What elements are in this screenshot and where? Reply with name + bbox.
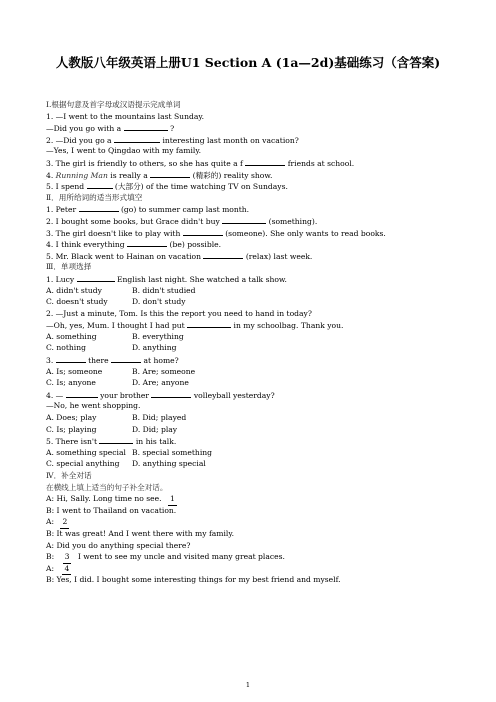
s1-q1: 1. —I went to the mountains last Sunday. (46, 111, 205, 121)
s1-q3: 3. The girl is friendly to others, so she has quite a f friends at school. (46, 158, 355, 168)
blank (87, 180, 113, 189)
s3-q5-options-ab: A. something special B. special something (46, 447, 212, 457)
section4-heading: Ⅳ．补全对话 (46, 471, 92, 480)
s2-q5: 5. Mr. Black went to Hainan on vacation (relax) last week. (46, 251, 313, 261)
blank (124, 122, 168, 131)
section3-heading: Ⅲ．单项选择 (46, 262, 92, 272)
s1-q4: 4. Running Man is really a (精彩的) reality show. (46, 170, 273, 180)
dialog-line-1: A: Hi, Sally. Long time no see. 1 (46, 493, 476, 505)
s2-q4: 4. I think everything (be) possible. (46, 240, 222, 250)
blank-number: 3 (63, 551, 72, 564)
page-number: 1 (245, 681, 251, 689)
blank (222, 215, 266, 224)
s3-q1-options-cd: C. doesn't study D. don't study (46, 297, 186, 307)
blank (150, 169, 190, 178)
s3-q4-reply: —No, he went shopping. (46, 401, 141, 411)
s3-q4-options-cd: C. Is; playing D. Did; play (46, 424, 178, 434)
s2-q1: 1. Peter (go) to summer camp last month. (46, 205, 250, 215)
dialog-line-3: A: 2 (46, 516, 476, 528)
s3-q3-options-cd: C. Is; anyone D. Are; anyone (46, 378, 189, 388)
blank (79, 203, 119, 212)
dialog-line-8: B: Yes, I did. I bought some interesting things for my best friend and myself. (46, 575, 341, 585)
s2-q2: 2. I bought some books, but Grace didn't buy (something). (46, 216, 318, 226)
s3-q2-reply: —Oh, yes, Mum. I thought I had put in my schoolbag. Thank you. (46, 321, 344, 331)
section4-instruction: 在横线上填上适当的句子补全对话。 (46, 482, 168, 492)
blank (183, 227, 223, 236)
s3-q4-options-ab: A. Does; play B. Did; played (46, 413, 187, 423)
s1-q1-answer: —Did you go with a ? (46, 124, 175, 134)
s3-q1-options-ab: A. didn't study B. didn't studied (46, 285, 196, 295)
blank (66, 389, 98, 398)
document-title: 人教版八年级英语上册U1 Section A (1a—2d)基础练习（含答案) (55, 55, 441, 70)
dialog-line-2: B: I went to Thailand on vacation. (46, 505, 177, 515)
blank (245, 157, 285, 166)
s3-q5-options-cd: C. special anything D. anything special (46, 459, 206, 469)
dialog-line-5: A: Did you do anything special there? (46, 540, 191, 550)
blank (99, 435, 133, 444)
s1-q2-answer: —Yes, I went to Qingdao with my family. (46, 146, 202, 156)
s3-q3-options-ab: A. Is; someone B. Are; someone (46, 366, 196, 376)
blank (151, 389, 191, 398)
s3-q4: 4. — your brother volleyball yesterday? (46, 390, 275, 400)
dialog-line-7: A: 4 (46, 563, 476, 575)
dialog-line-6: B: 3 I went to see my uncle and visited many great places. (46, 551, 476, 563)
section2-heading: Ⅱ．用所给词的适当形式填空 (46, 192, 143, 202)
s3-q5: 5. There isn't in his talk. (46, 437, 177, 447)
blank (203, 250, 243, 259)
blank (111, 354, 141, 363)
dialog-line-4: B: It was great! And I went there with my family. (46, 528, 235, 538)
blank-number: 4 (62, 563, 71, 576)
blank (56, 354, 86, 363)
section1-heading: Ⅰ.根据句意及首字母或汉语提示完成单词 (46, 100, 181, 109)
blank-number: 1 (168, 493, 177, 506)
s1-q5: 5. I spend (大部分) of the time watching TV on Sundays. (46, 182, 288, 192)
blank (114, 134, 160, 143)
s3-q2-options-cd: C. nothing D. anything (46, 343, 177, 353)
s3-q3: 3. there at home? (46, 356, 179, 366)
s2-q3: 3. The girl doesn't like to play with (someone). She only wants to read books. (46, 228, 386, 238)
exercise-body (46, 99, 476, 586)
blank (127, 238, 167, 247)
blank (77, 273, 115, 282)
s1-q2: 2. —Did you go a interesting last month on vacation? (46, 135, 299, 145)
blank-number: 2 (60, 516, 69, 529)
s3-q1: 1. Lucy English last night. She watched a talk show. (46, 274, 287, 284)
s3-q2-options-ab: A. something B. everything (46, 331, 184, 341)
s3-q2: 2. —Just a minute, Tom. Is this the report you need to hand in today? (46, 308, 312, 318)
blank (187, 319, 231, 328)
